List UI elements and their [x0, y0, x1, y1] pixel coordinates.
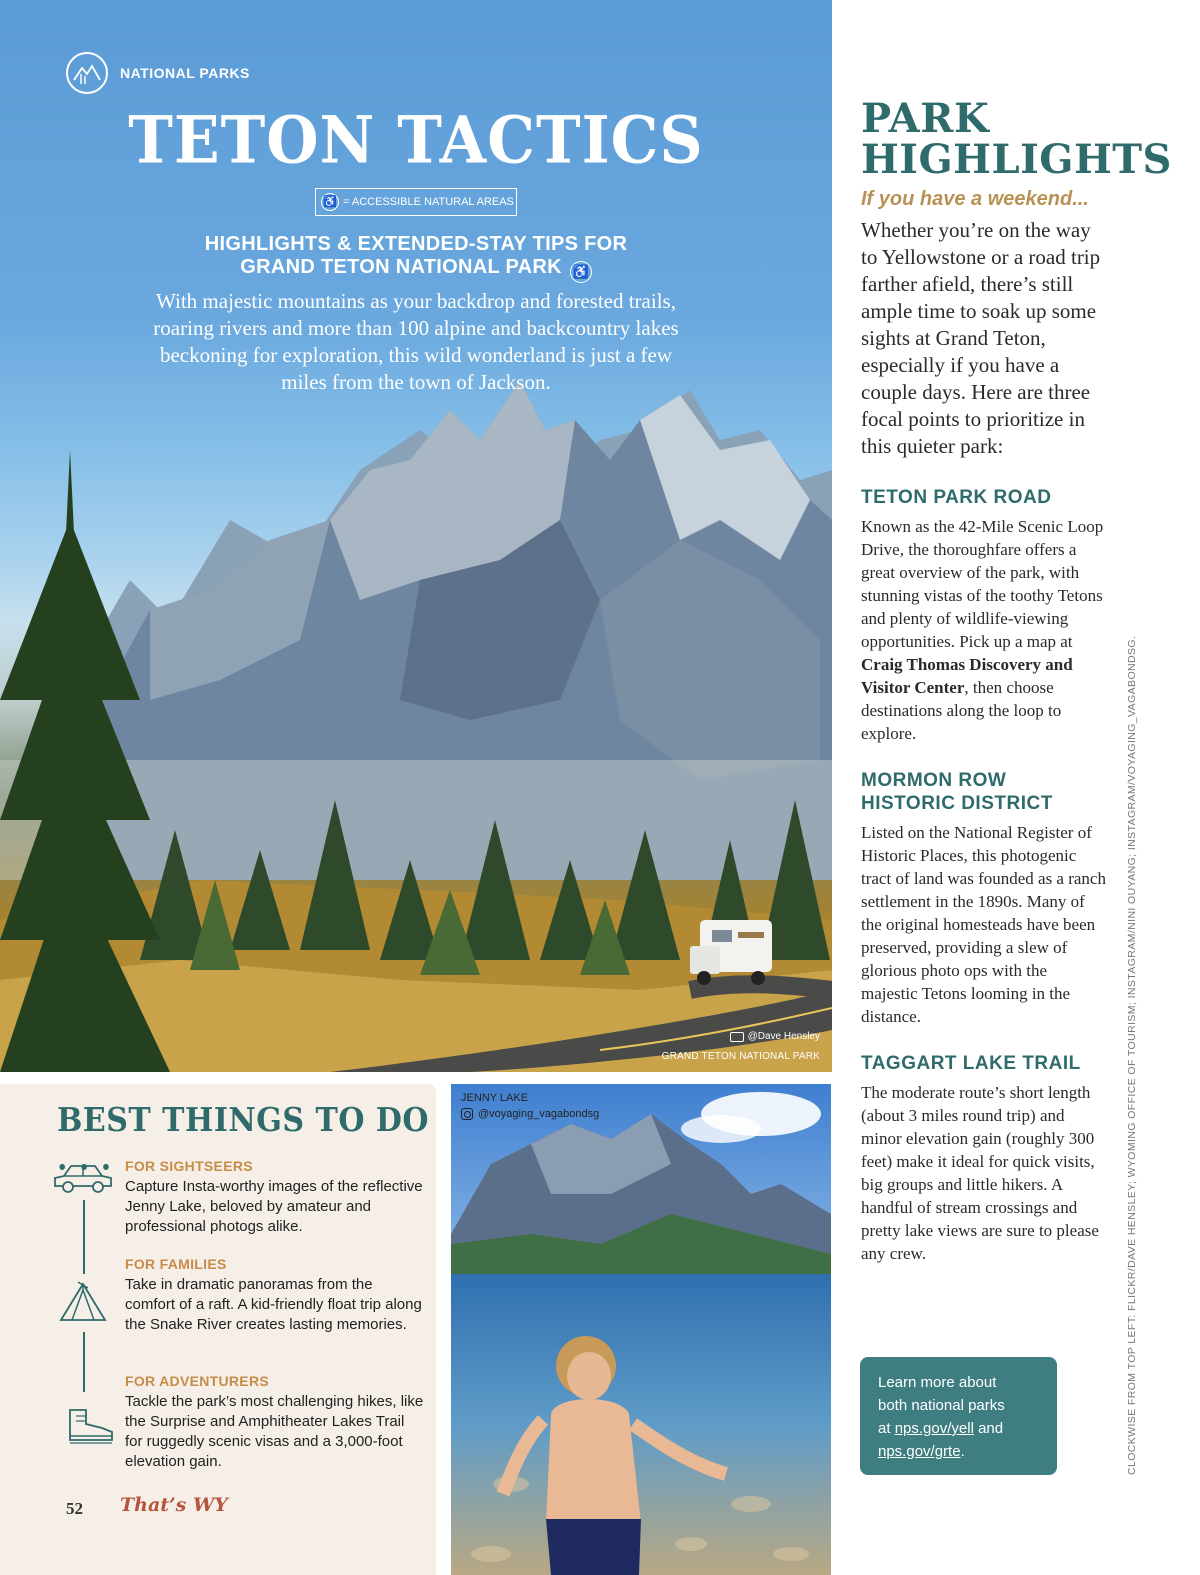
mormon-row-heading-line2: HISTORIC DISTRICT [861, 793, 1053, 814]
taggart-lake-body: The moderate route’s short length (about 3 miles round trip) and minor elevation gain (roughly 300 feet) make it ideal for quick visits, big groups and little hikers. A handful of stream crossings and pretty lake views are sure to please any crew. [861, 1083, 1099, 1263]
section-tag [66, 52, 250, 94]
highlights-title [861, 95, 1172, 183]
photo-credit-text: @Dave Hensley [747, 1031, 820, 1042]
learn-more-box [860, 1357, 1057, 1475]
mormon-row-body: Listed on the National Register of Historic Places, this photogenic tract of land was founded as a ranch settlement in the 1890s. Many of the original homesteads have been preserved, providing a slew of glorious photo ops with the majestic Tetons looming in the distance. [861, 823, 1106, 1026]
mormon-row-heading-line1: MORMON ROW [861, 770, 1007, 791]
section-label: NATIONAL PARKS [120, 65, 250, 81]
tent-icon [58, 1280, 108, 1324]
accessible-legend [315, 188, 517, 216]
page-title: TETON TACTICS [128, 103, 704, 179]
teton-park-road-text-end: , then choose destinations along the loop to explore. [861, 678, 1062, 743]
hero-subheading [0, 233, 832, 283]
hero-photo [0, 0, 832, 1072]
page-number: 52 [66, 1499, 83, 1518]
best-things-title: BEST THINGS TO DO . . . [57, 1101, 430, 1179]
lake-photo-credit [461, 1108, 599, 1120]
teton-park-road-body [861, 515, 1106, 745]
cta-line2: both national parks [878, 1397, 1005, 1414]
park-badge-icon [66, 52, 108, 94]
timeline-line [83, 1200, 85, 1274]
best-item-sightseers [125, 1158, 425, 1237]
photo-caption: GRAND TETON NATIONAL PARK [661, 1051, 820, 1062]
hero-intro: With majestic mountains as your backdrop and forested trails, roaring rivers and more than 100 alpine and backcountry lakes beckoning for exploration, this wild wonderland is just a few miles from the town of Jackson. [153, 289, 679, 394]
nps-yell-link[interactable]: nps.gov/yell [894, 1420, 974, 1437]
teton-park-road-text: Known as the 42-Mile Scenic Loop Drive, the thoroughfare offers a great overview of the park, with stunning vistas of the toothy Tetons and plenty of wildlife-viewing opportunities. Pick up a map at [861, 517, 1104, 651]
best-item-description: Tackle the park’s most challenging hikes, like the Surprise and Amphitheater Lakes Trail for ruggedly scenic visas and a 3,000-foot elevation gain. [125, 1393, 424, 1470]
wheelchair-icon: ♿ [570, 261, 592, 283]
flickr-icon [730, 1032, 744, 1042]
best-item-category: FOR SIGHTSEERS [125, 1158, 253, 1174]
hero-subheading-line2: GRAND TETON NATIONAL PARK [240, 256, 562, 278]
cta-end: . [960, 1443, 965, 1460]
cta-line1: Learn more about [878, 1374, 997, 1391]
lake-caption: JENNY LAKE [461, 1092, 529, 1104]
car-icon [52, 1162, 114, 1196]
cta-at: at [878, 1420, 895, 1437]
best-things-panel [0, 1084, 436, 1575]
taggart-lake-heading: TAGGART LAKE TRAIL [861, 1053, 1081, 1074]
cta-and: and [973, 1420, 1004, 1437]
instagram-handle: @voyaging_vagabondsg [478, 1108, 600, 1120]
best-item-description: Capture Insta-worthy images of the reflective Jenny Lake, beloved by amateur and professional photogs alike. [125, 1178, 423, 1235]
best-item-adventurers [125, 1373, 425, 1472]
hero-subheading-line1: HIGHLIGHTS & EXTENDED-STAY TIPS FOR [204, 233, 628, 255]
highlights-kicker: If you have a weekend... [861, 188, 1089, 210]
highlights-intro: Whether you’re on the way to Yellowstone or a road trip farther afield, there’s still ample time to soak up some sights at Grand Teton, especially if you have a couple days. Here are three focal points to prioritize in this quieter park: [861, 218, 1101, 458]
photo-credits-vertical: CLOCKWISE FROM TOP LEFT: FLICKR/DAVE HENSLEY; WYOMING OFFICE OF TOURISM; INSTAGRAM/NINI OUYANG; INSTAGRAM/VOYAGING_VAGABONDSG. [1126, 635, 1138, 1475]
instagram-icon [461, 1108, 473, 1120]
teton-park-road-heading: TETON PARK ROAD [861, 487, 1052, 508]
photo-credit [730, 1031, 820, 1042]
best-item-description: Take in dramatic panoramas from the comfort of a raft. A kid-friendly float trip along the Snake River creates lasting memories. [125, 1276, 422, 1333]
highlights-title-line2: HIGHLIGHTS [861, 136, 1172, 183]
nps-grte-link[interactable]: nps.gov/grte [878, 1443, 961, 1460]
mormon-row-heading [861, 769, 1111, 815]
jenny-lake-scene [451, 1084, 831, 1575]
highlights-title-line1: PARK [861, 95, 990, 142]
visitor-center-name: Craig Thomas Discovery and Visitor Center [861, 655, 1073, 697]
wheelchair-icon: ♿ [321, 193, 339, 211]
magazine-logo: That’s WY [120, 1494, 228, 1516]
best-item-category: FOR FAMILIES [125, 1256, 227, 1272]
accessible-legend-text: = ACCESSIBLE NATURAL AREAS [343, 196, 514, 208]
timeline-line [83, 1332, 85, 1392]
jenny-lake-photo [451, 1084, 831, 1575]
hiking-boot-icon [66, 1406, 116, 1446]
best-item-category: FOR ADVENTURERS [125, 1373, 269, 1389]
best-item-families [125, 1256, 425, 1335]
